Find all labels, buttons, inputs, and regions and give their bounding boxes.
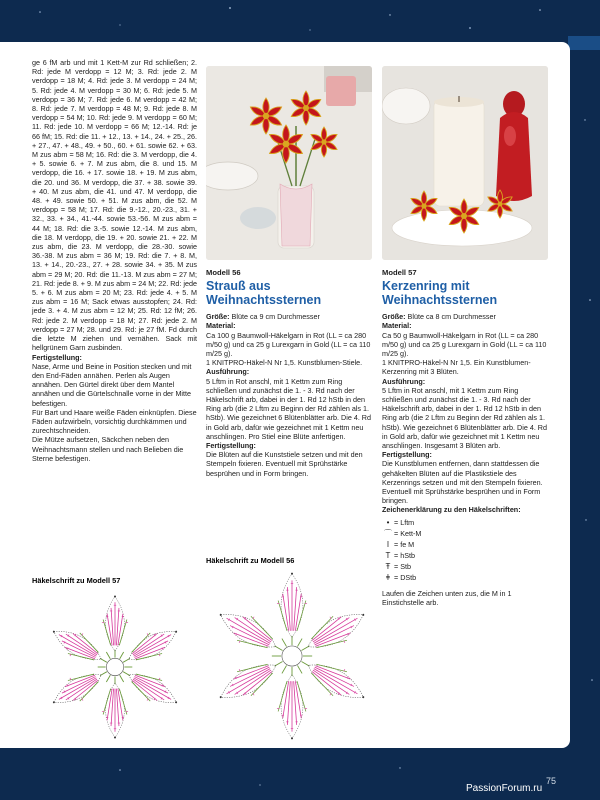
title-line-2: Weihnachtssternen	[382, 292, 498, 307]
legend-item	[382, 539, 547, 550]
finish-text-57: Die Kunstblumen entfernen, dann stattdessen die gehäkelten Blüten auf die Plastikstiele des Kerzenrings setzen und mit den Stempeln fixieren. Eventuell mit Sprühstärke besprühen und in Form bringen.	[382, 459, 543, 506]
material-text-2: 1 KNITPRO-Häkel-N Nr 1,5. Kunstblumen-Stiele.	[206, 358, 363, 368]
finish-text-1: Nase, Arme und Beine in Position stecken und mit den End-Fäden annähen. Perlen als Augen annähen. Den Gürtel direkt über dem Mantel annähen und die Gürtelschnalle vorne in der Mitte befestigen.	[32, 361, 192, 408]
size-label: Größe:	[382, 312, 406, 322]
finish-heading: Fertigstellung:	[32, 352, 82, 362]
exec-text: 5 Lftm in Rot anschl, mit 1 Kettm zum Ring schließen und zunächst die 1. - 3. Rd nach der Häkelschrift arb, dabei in der 1. Rd 12 hStb in den Ring arb (die 2 Lftm zu Beginn der Rd zählen als 1. hStb). Wie gezeichnet 6 Blütenblätter arb. Die 4. Rd in Gold arb, dafür wie gezeichnet mit 1 Kettm neu anschlingen. Pro Stiel eine Blüte anfertigen.	[206, 376, 372, 441]
legend-label: = DStb	[394, 572, 417, 582]
legend-item	[382, 550, 547, 561]
legend-label: = Kett-M	[394, 528, 422, 538]
title-line-1: Strauß aus	[206, 279, 271, 294]
legend-symbol: ⌒	[384, 528, 392, 538]
size-label: Größe:	[206, 312, 230, 322]
diagram-title-57: Häkelschrift zu Modell 57	[32, 576, 121, 585]
model-title-57	[382, 280, 547, 307]
legend-label: = Lftm	[394, 517, 415, 527]
watermark: PassionForum.ru	[466, 783, 543, 794]
legend-item	[382, 561, 547, 572]
finish-text-56: Die Blüten auf die Kunststiele setzen und mit den Stempeln fixieren. Eventuell mit Sprühstärke besprühen und in Form bringen.	[206, 450, 363, 478]
material-heading: Material:	[382, 321, 412, 331]
legend-heading: Zeichenerklärung zu den Häkelschriften:	[382, 505, 521, 515]
finish-text-2: Für Bart und Haare weiße Fäden einknüpfen. Diese Fäden aufzwirbeln, vorsichtig durchkämmen und zurechtschneiden.	[32, 407, 197, 436]
legend-symbol: •	[386, 517, 390, 527]
legend-label: = Stb	[394, 561, 411, 571]
photo-candle-ring	[382, 66, 548, 260]
crochet-diagram-57	[30, 588, 200, 746]
legend-symbol: ǂ	[385, 572, 391, 582]
instructions-text: ge 6 fM arb und mit 1 Kett-M zur Rd schließen; 2. Rd: jede M verdopp = 12 M; 3. Rd: jede 2. M verdopp = 18 M; 4. Rd: jede 3. M verdopp = 24 M; 5. Rd: jede 4. M verdopp = 30 M; 6. Rd: jede 5. M verdopp = 36 M; 7. Rd: jede 6. M verdopp = 42 M; 8. Rd: jede 7. M verdopp = 48 M; 9. Rd: jede 8. M verdopp = 54 M; 10. Rd: jede 9. M verdopp = 60 M; 11. Rd: jede 10. M verdopp = 66 M; 12.-14. Rd: je 66 fM; 15. Rd: die 11. + 12., 13. + 14., 24. + 25., 26. + 27., 47. + 48., 49. + 50., 60. + 61. sowie 62. + 63. M zus abm = 58 M; 16. Rd: die 3. M verdopp, die 4. + 5. sowie 6. + 7. M zus abm, die 8. und 15. M verdopp, die 16. + 17. sowie 18. + 19. M zus abm, die 20. und 36. M verdopp, die 37. + 38. sowie 39. + 40. M zus abm, die 41. und 47. M verdopp, die 48. + 49. sowie 50. + 51. M zus abm, die 52. M verdopp = 58 M; 17. Rd: die 9.-12., 20.-23., 31. + 32., 33. + 34., 41.-44. sowie 53.-56. M zus abm = 44 M; 18. Rd: die 3.-5. sowie 12.-14. M zus abm, die 18. M verdopp, die 19. + 20. sowie 21. + 22. M zus abm, die 23. M verdopp, die 28.-30. sowie 36.-38. M zus abm = 36 M; 19. Rd: die 7. + 8. M, 13. + 14., 20.-23., 27. + 28. sowie 34. + 35. M zus abm = 29 M; 20. Rd: die 11.-13. M zus abm = 27 M; 21. Rd: jede 8. + 9. M zus abm = 24 M; 22. Rd: jede 5. + 6. M zus abm = 20 M; 23. Rd: jede 4. + 5. M zus abm = 16 M; Sack etwas ausstopfen; 24. Rd: jede 3. + 4. M zus abm = 12 M; 25. Rd: 12 fM; 26. Rd: jede 2. M verdopp = 18 M; 27. Rd: jede 2. M verdopp = 27 M; 28. und 29. Rd: je 27 fM. Fd durch die letzte M ziehen und vernähen. Sack mit hellgrünem Garn zusbinden.	[32, 58, 198, 353]
crochet-diagram-56	[206, 566, 378, 746]
model-title-56	[206, 280, 374, 307]
size-text: Blüte ca 8 cm Durchmesser	[405, 312, 496, 322]
finish-text-3: Die Mütze aufsetzen, Säckchen neben den Weihnachtsmann stellen und nach Belieben die Sterne befestigen.	[32, 435, 184, 463]
middle-column	[206, 268, 374, 478]
legend-label: = fe M	[394, 539, 415, 549]
material-text: Ca 50 g Baumwoll-Häkelgarn in Rot (LL = ca 280 m/50 g) und ca 25 g Lurexgarn in Gold (LL = ca 110 m/25 g).	[382, 330, 547, 359]
title-line-1: Kerzenring mit	[382, 279, 470, 294]
title-line-2: Weihnachtssternen	[206, 292, 322, 307]
exec-heading: Ausführung:	[206, 367, 250, 377]
size-line	[206, 312, 374, 321]
legend-symbol: T	[385, 550, 391, 560]
legend-item	[382, 517, 547, 528]
legend-item	[382, 572, 547, 583]
legend-symbol: Ŧ	[385, 561, 391, 571]
material-heading: Material:	[206, 321, 236, 331]
right-column	[382, 268, 547, 607]
legend-label: = hStb	[394, 550, 415, 560]
legend-item	[382, 528, 547, 539]
material-text: Ca 100 g Baumwoll-Häkelgarn in Rot (LL = ca 280 m/50 g) und ca 25 g Lurexgarn in Gold (LL = ca 110 m/25 g).	[206, 330, 371, 359]
size-text: Blüte ca 9 cm Durchmesser	[229, 312, 320, 322]
left-column	[32, 58, 197, 463]
finish-heading-57: Fertigstellung:	[382, 450, 432, 460]
material-text-2: 1 KNITPRO-Häkel-N Nr 1,5. Ein Kunstblumen-Kerzenring mit 3 Blüten.	[382, 358, 531, 377]
size-line	[382, 312, 547, 321]
photo-bouquet	[206, 66, 372, 260]
legend-footnote: Laufen die Zeichen unten zus, die M in 1 Einstichstelle arb.	[382, 588, 512, 607]
page-number: 75	[546, 776, 557, 786]
diagram-title-56: Häkelschrift zu Modell 56	[206, 556, 295, 565]
legend-list	[382, 517, 547, 583]
exec-text: 5 Lftm in Rot anschl, mit 1 Kettm zum Ring schließen und zunächst die 1. - 3. Rd nach der Häkelschrift arb, dabei in der 1. Rd 12 hStb in den Ring arb (die 2 Lftm zu Beginn der Rd zählen als 1. hStb). Wie gezeichnet 6 Blütenblätter arb. Die 4. Rd in Gold arb, dafür wie gezeichnet mit 1 Kettm neu anschlingen. Insgesamt 3 Blüten arb.	[382, 385, 548, 451]
legend-symbol: I	[386, 539, 390, 549]
finish-heading-56: Fertigstellung:	[206, 441, 256, 451]
model-number-56: Modell 56	[206, 268, 241, 277]
exec-heading: Ausführung:	[382, 376, 426, 386]
side-tab	[568, 36, 600, 50]
model-number-57: Modell 57	[382, 268, 417, 277]
